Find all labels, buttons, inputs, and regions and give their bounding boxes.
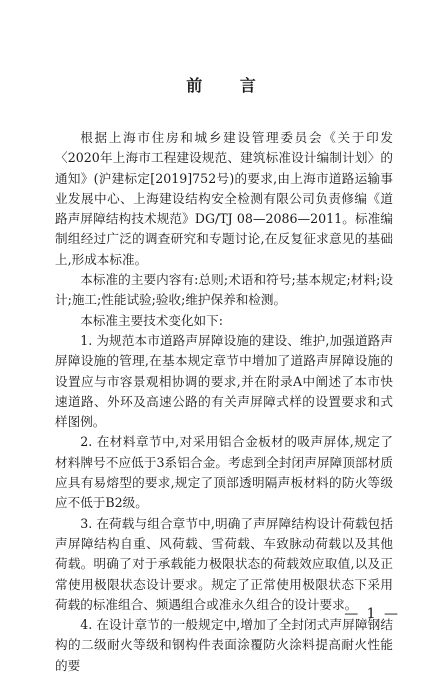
paragraph-intro: 根据上海市住房和城乡建设管理委员会《关于印发〈2020年上海市工程建设规范、建筑标准设计编制计划〉的通知》(沪建标定[2019]752号)的要求,由上海市道路运输事业发展中心、上海建设结构安全检测有限公司负责修编《道路声屏障结构技术规范》DG/TJ 08—2086—2011。标准编制组经过广泛的调查研究和专题讨论,在反复征求意见的基础上,形成本标准。: [55, 130, 393, 267]
paragraph-change-3: 3. 在荷载与组合章节中,明确了声屏障结构设计荷载包括声屏障结构自重、风荷载、雪荷载、车致脉动荷载以及其他荷载。明确了对于承载能力极限状态的荷载效应取值,以及正常使用极限状态设计要求。规定了正常使用极限状态下采用荷载的标准组合、频遇组合或准永久组合的设计要求。: [55, 515, 393, 612]
paragraph-change-2: 2. 在材料章节中,对采用铝合金板材的吸声屏体,规定了材料牌号不应低于3系铝合金。考虑到全封闭声屏障顶部材质应具有易熔型的要求,规定了顶部透明隔声板材料的防火等级应不低于B2级。: [55, 434, 393, 511]
page-title: 前 言: [186, 76, 272, 95]
page-number: — 1 —: [344, 606, 400, 622]
document-body: [55, 128, 393, 676]
paragraph-contents: 本标准的主要内容有:总则;术语和符号;基本规定;材料;设计;施工;性能试验;验收;维护保养和检测。: [55, 272, 393, 308]
paragraph-change-4: 4. 在设计章节的一般规定中,增加了全封闭式声屏障钢结构的二级耐火等级和钢构件表面涂覆防火涂料提高耐火性能的要: [55, 617, 393, 673]
paragraph-change-1: 1. 为规范本市道路声屏障设施的建设、维护,加强道路声屏障设施的管理,在基本规定章节中增加了道路声屏障设施的设置应与市容景观相协调的要求,并在附录A中阐述了本市快速道路、外环及高速公路的有关声屏障式样的设置要求和式样图例。: [55, 332, 393, 430]
paragraph-changes-heading: 本标准主要技术变化如下:: [80, 312, 223, 328]
